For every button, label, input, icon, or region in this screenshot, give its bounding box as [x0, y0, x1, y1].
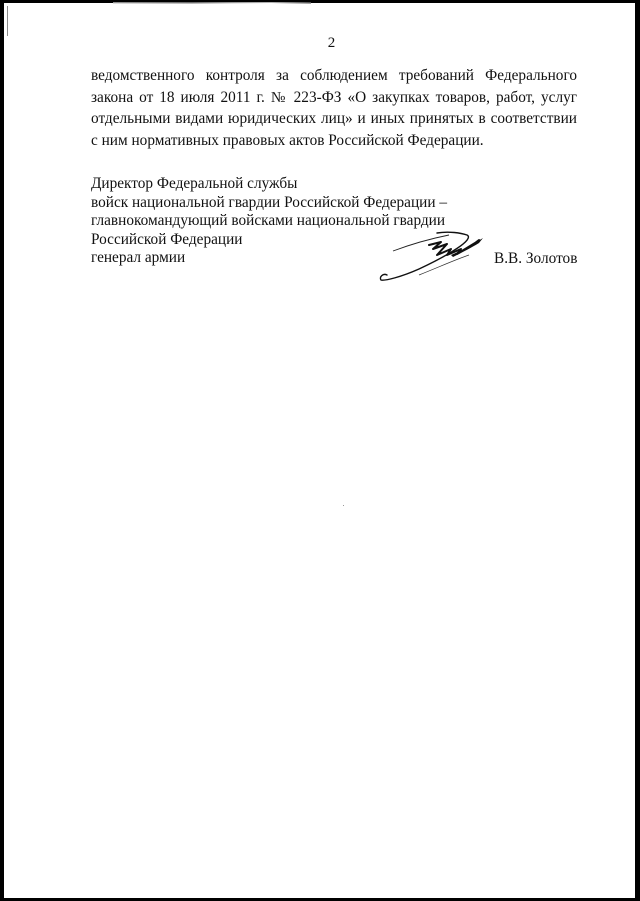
signatory-title-line-2: войск национальной гвардии Российской Федерации –	[91, 193, 447, 211]
body-paragraph	[91, 65, 577, 151]
signatory-rank: генерал армии	[91, 249, 186, 267]
scan-speck	[343, 505, 344, 506]
body-line-1: ведомственного контроля за соблюдением требований Федерального	[91, 67, 577, 84]
body-line-3: отдельными видами юридических лиц» и иных принятых в соответствии	[91, 110, 577, 128]
scan-artifact-top	[113, 2, 311, 4]
body-line-4: с ним нормативных правовых актов Российской Федерации.	[91, 131, 484, 149]
signatory-title-line-3: главнокомандующий войсками национальной гвардии	[91, 212, 446, 230]
scan-artifact-left	[7, 6, 8, 36]
body-line-2: закона от 18 июля 2011 г. № 223-ФЗ «О закупках товаров, работ, услуг	[91, 88, 577, 106]
signatory-title-line-1: Директор Федеральной службы	[91, 175, 298, 192]
document-page	[4, 3, 635, 898]
signature-icon	[379, 225, 489, 285]
page-number: 2	[327, 35, 336, 51]
signatory-title-line-4: Российской Федерации	[91, 230, 243, 248]
signatory-name: В.В. Золотов	[494, 250, 578, 267]
